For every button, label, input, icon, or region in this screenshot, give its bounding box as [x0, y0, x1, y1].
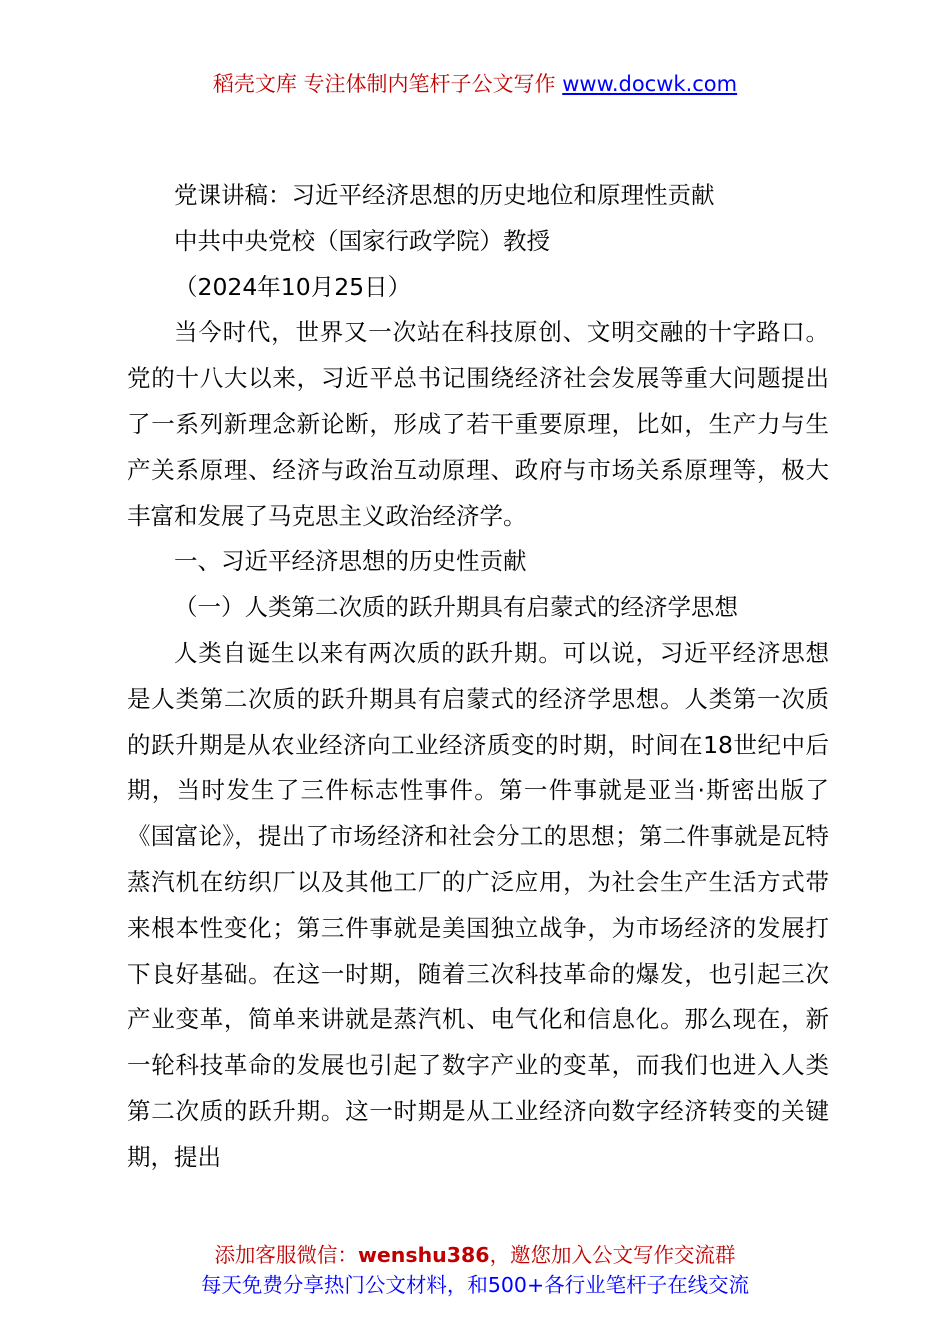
header-site-text: 稻壳文库 专注体制内笔杆子公文写作	[212, 72, 563, 96]
header-url-link[interactable]: www.docwk.com	[562, 72, 738, 96]
section-heading-1: 一、习近平经济思想的历史性贡献	[174, 547, 527, 576]
document-body	[127, 173, 829, 1181]
footer-line-1	[0, 1240, 950, 1270]
subsection-heading-1-1: （一）人类第二次质的跃升期具有启蒙式的经济学思想	[174, 593, 738, 622]
paragraph-intro: 当今时代，世界又一次站在科技原创、文明交融的十字路口。党的十八大以来，习近平总书记围绕经济社会发展等重大问题提出了一系列新理念新论断，形成了若干重要原理，比如，生产力与生产关系原理、经济与政治互动原理、政府与市场关系原理等，极大丰富和发展了马克思主义政治经济学。	[127, 318, 829, 530]
footer-line-2: 每天免费分享热门公文材料，和500+各行业笔杆子在线交流	[200, 1273, 750, 1297]
page-header	[0, 68, 950, 100]
page-footer	[0, 1240, 950, 1300]
paragraph-body: 人类自诞生以来有两次质的跃升期。可以说，习近平经济思想是人类第二次质的跃升期具有启蒙式的经济学思想。人类第一次质的跃升期是从农业经济向工业经济质变的时期，时间在18世纪中后期，当时发生了三件标志性事件。第一件事就是亚当·斯密出版了《国富论》，提出了市场经济和社会分工的思想；第二件事就是瓦特蒸汽机在纺织厂以及其他工厂的广泛应用，为社会生产生活方式带来根本性变化；第三件事就是美国独立战争，为市场经济的发展打下良好基础。在这一时期，随着三次科技革命的爆发，也引起三次产业变革，简单来讲就是蒸汽机、电气化和信息化。那么现在，新一轮科技革命的发展也引起了数字产业的变革，而我们也进入人类第二次质的跃升期。这一时期是从工业经济向数字经济转变的关键期，提出	[127, 638, 829, 1171]
footer-wechat-suffix: ，邀您加入公文写作交流群	[489, 1243, 736, 1267]
document-title: 党课讲稿：习近平经济思想的历史地位和原理性贡献	[174, 181, 715, 209]
footer-wechat-prefix: 添加客服微信：	[214, 1243, 358, 1267]
document-date: （2024年10月25日）	[174, 272, 412, 301]
document-author: 中共中央党校（国家行政学院）教授	[174, 226, 550, 255]
footer-wechat-id: wenshu386	[357, 1243, 490, 1267]
